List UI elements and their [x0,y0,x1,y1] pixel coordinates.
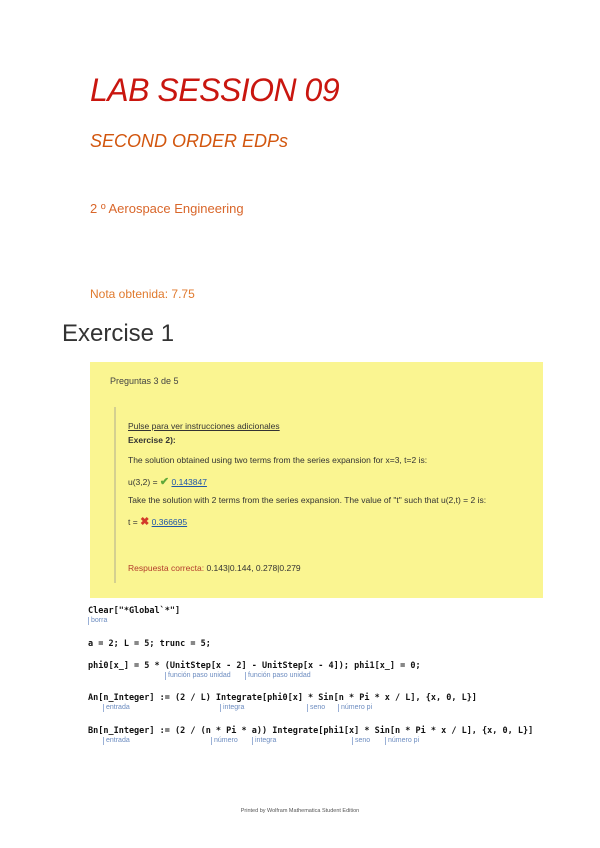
document-title: LAB SESSION 09 [90,72,340,108]
question-statement-1: The solution obtained using two terms from the series expansion for x=3, t=2 is: [128,455,428,465]
grade-label: Nota obtenida: 7.75 [90,287,195,301]
annotation-seno-an: seno [307,704,325,712]
annotation-entrada-an: entrada [103,704,130,712]
answer-row-2 [128,515,187,528]
quiz-screenshot [90,362,543,598]
code-line-an: An[n_Integer] := (2 / L) Integrate[phi0[x] * Sin[n * Pi * x / L], {x, 0, L}] [88,693,477,703]
check-icon: ✔ [159,476,170,488]
annotation-pi-an: número pi [338,704,372,712]
annotation-borra: borra [88,617,107,625]
annotation-integra-bn: integra [252,737,276,745]
answer-2-label: t = [128,517,141,527]
answer-row-1 [128,475,207,488]
annotation-unitstep-1: función paso unidad [165,672,231,680]
cross-icon: ✖ [140,516,150,528]
code-line-params: a = 2; L = 5; trunc = 5; [88,639,211,649]
instructions-link[interactable]: Pulse para ver instrucciones adicionales [128,421,280,431]
question-statement-2: Take the solution with 2 terms from the series expansion. The value of "t" such that u(2,t) = 2 is: [128,495,487,505]
answer-2-value: 0.366695 [151,517,188,527]
answer-1-label: u(3,2) = [128,477,160,487]
question-count: Preguntas 3 de 5 [110,376,179,386]
annotation-integra-an: integra [220,704,244,712]
annotation-numero-bn: número [211,737,238,745]
degree-label: 2 º Aerospace Engineering [90,201,244,216]
correct-answer-row [128,563,301,573]
annotation-unitstep-2: función paso unidad [245,672,311,680]
code-line-clear: Clear["*Global`*"] [88,606,181,616]
print-footer: Printed by Wolfram Mathematica Student Edition [240,808,360,814]
answer-1-value: 0.143847 [171,477,207,487]
annotation-seno-bn: seno [352,737,370,745]
annotation-entrada-bn: entrada [103,737,130,745]
document-subtitle: SECOND ORDER EDPs [90,131,289,151]
correct-answer-label: Respuesta correcta: [128,563,205,573]
code-line-bn: Bn[n_Integer] := (2 / (n * Pi * a)) Integrate[phi1[x] * Sin[n * Pi * x / L], {x, 0, L}] [88,726,534,736]
exercise-heading: Exercise 1 [62,320,175,347]
code-line-phi: phi0[x_] = 5 * (UnitStep[x - 2] - UnitStep[x - 4]); phi1[x_] = 0; [88,661,421,671]
question-panel [114,407,526,583]
exercise-label: Exercise 2): [128,435,176,445]
correct-answer-value: 0.143|0.144, 0.278|0.279 [204,563,301,573]
annotation-pi-bn: número pi [385,737,419,745]
